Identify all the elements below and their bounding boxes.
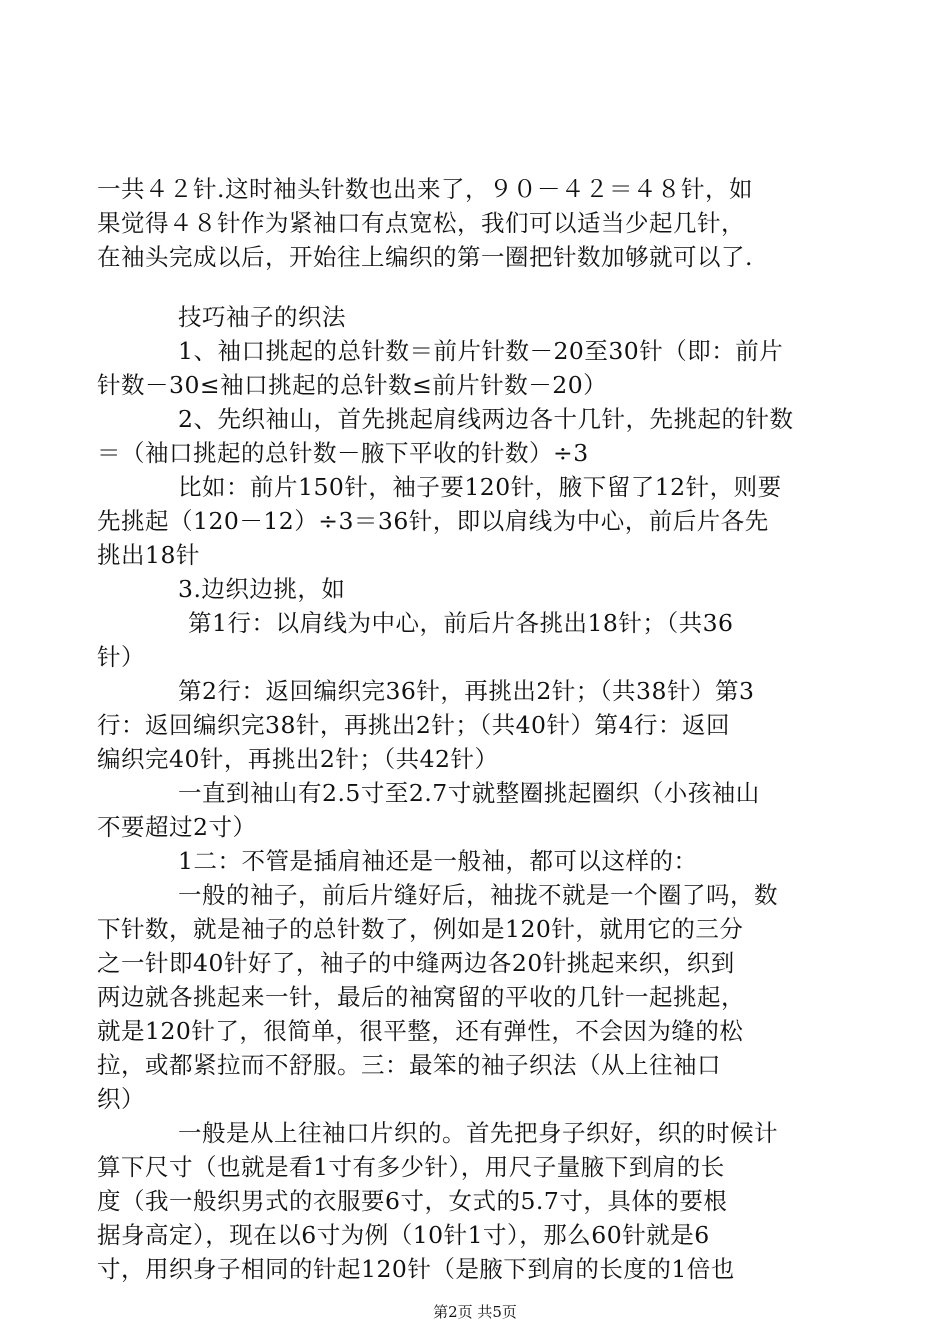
text-line: 比如：前片150针，袖子要120针，腋下留了12针，则要	[178, 473, 782, 501]
text-line: 2、先织袖山，首先挑起肩线两边各十几针，先挑起的针数	[178, 405, 794, 433]
text-line: 就是120针了，很简单，很平整，还有弹性，不会因为缝的松	[97, 1017, 744, 1045]
text-line: 在袖头完成以后，开始往上编织的第一圈把针数加够就可以了.	[97, 243, 753, 271]
page-number-footer: 第2页 共5页	[433, 1303, 517, 1321]
text-line: 第1行：以肩线为中心，前后片各挑出18针；（共36	[188, 609, 734, 637]
section-heading: 技巧袖子的织法	[178, 303, 346, 331]
text-line: 度（我一般织男式的衣服要6寸，女式的5.7寸，具体的要根	[97, 1187, 728, 1215]
text-line: 寸，用织身子相同的针起120针（是腋下到肩的长度的1倍也	[97, 1255, 735, 1283]
text-line: 挑出18针	[97, 541, 200, 569]
text-line: 之一针即40针好了，袖子的中缝两边各20针挑起来织，织到	[97, 949, 735, 977]
text-line: 3.边织边挑，如	[178, 575, 346, 603]
text-line: 果觉得４８针作为紧袖口有点宽松，我们可以适当少起几针，	[97, 209, 745, 237]
text-line: 1、袖口挑起的总针数＝前片针数－20至30针（即：前片	[178, 337, 784, 365]
text-line: 据身高定），现在以6寸为例（10针1寸），那么60针就是6	[97, 1221, 710, 1249]
text-line: 算下尺寸（也就是看1寸有多少针），用尺子量腋下到肩的长	[97, 1153, 725, 1181]
text-line: 一般的袖子，前后片缝好后，袖拢不就是一个圈了吗，数	[178, 881, 778, 909]
text-line: 一般是从上往袖口片织的。首先把身子织好，织的时候计	[178, 1119, 778, 1147]
text-line: 行：返回编织完38针，再挑出2针；（共40针）第4行：返回	[97, 711, 730, 739]
text-line: 不要超过2寸）	[97, 813, 257, 841]
text-line: 针）	[97, 643, 145, 671]
text-line: 先挑起（120－12）÷3＝36针，即以肩线为中心，前后片各先	[97, 507, 769, 535]
text-line: 一直到袖山有2.5寸至2.7寸就整圈挑起圈织（小孩袖山	[178, 779, 760, 807]
text-line: ＝（袖口挑起的总针数－腋下平收的针数）÷3	[97, 439, 589, 467]
text-line: 1二：不管是插肩袖还是一般袖，都可以这样的：	[178, 847, 698, 875]
text-line: 两边就各挑起来一针，最后的袖窝留的平收的几针一起挑起，	[97, 983, 745, 1011]
text-line: 一共４２针.这时袖头针数也出来了，９０－４２＝４８针，如	[97, 175, 753, 203]
text-line: 拉，或都紧拉而不舒服。三：最笨的袖子织法（从上往袖口	[97, 1051, 721, 1079]
text-line: 编织完40针，再挑出2针；（共42针）	[97, 745, 499, 773]
text-line: 第2行：返回编织完36针，再挑出2针；（共38针）第3	[178, 677, 755, 705]
text-line: 下针数，就是袖子的总针数了，例如是120针，就用它的三分	[97, 915, 744, 943]
text-line: 织）	[97, 1085, 145, 1113]
text-line: 针数－30≤袖口挑起的总针数≤前片针数－20）	[97, 371, 608, 399]
